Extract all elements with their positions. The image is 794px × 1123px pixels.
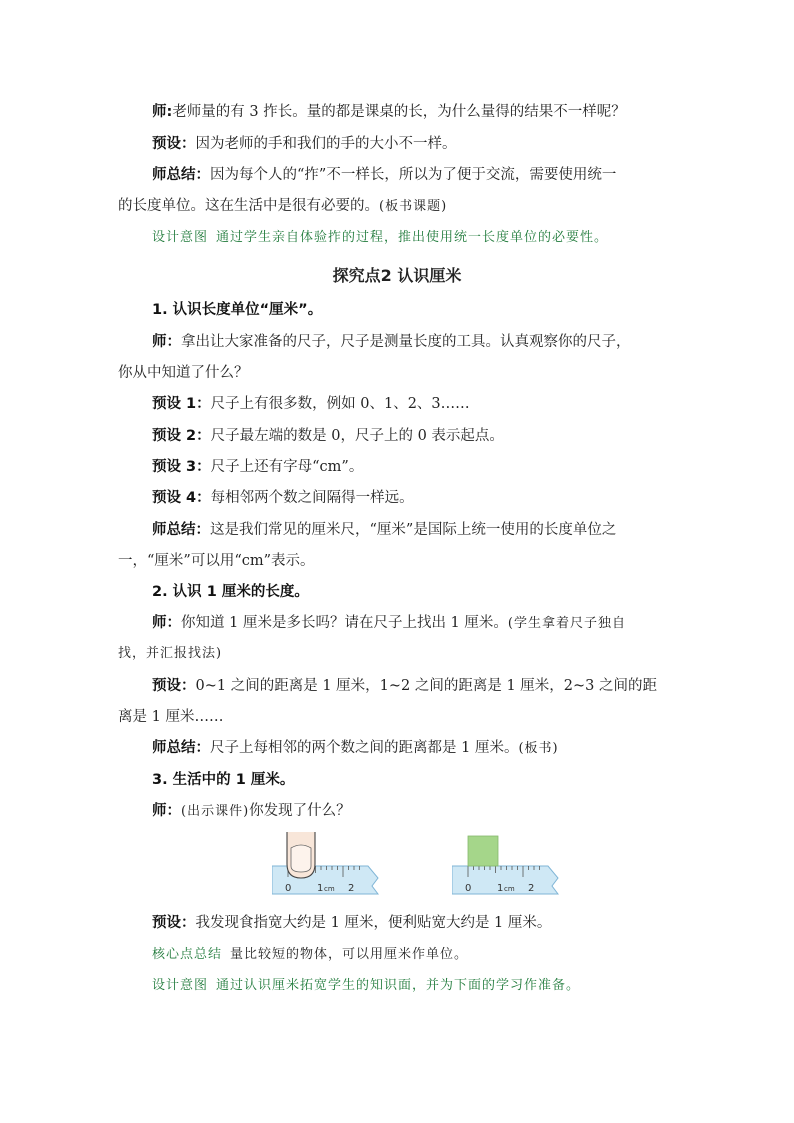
- speaker-label: 预设 1：: [152, 396, 211, 412]
- speaker-label: 师总结：: [152, 740, 210, 756]
- teacher-line-2-cont: 你从中知道了什么？: [118, 365, 249, 381]
- teacher-line-4: [152, 801, 712, 822]
- board-note: (板书课题): [379, 199, 448, 214]
- design-intent-1: [152, 228, 712, 248]
- teacher-line-3-cont: 找，并汇报找法): [118, 646, 223, 661]
- core-summary-text: 量比较短的物体，可以用厘米作单位。: [230, 947, 469, 962]
- paragraph-text: 因为每个人的“拃”不一样长，所以为了便于交流，需要使用统一: [210, 167, 617, 183]
- design-intent-text: 通过学生亲自体验拃的过程，推出使用统一长度单位的必要性。: [216, 230, 609, 245]
- courseware-note: (出示课件): [181, 804, 250, 819]
- preset-3: [152, 457, 712, 477]
- speaker-label: 预设 4：: [152, 490, 211, 506]
- design-intent-text: 通过认识厘米拓宽学生的知识面，并为下面的学习作准备。: [216, 978, 581, 993]
- activity-note: (学生拿着尺子独自: [507, 616, 626, 631]
- preset-4: [152, 488, 712, 508]
- board-note: (板书): [518, 741, 559, 756]
- finger-ruler-figure: [272, 832, 380, 900]
- summary-line-1: [152, 165, 712, 185]
- fingernail-icon: [291, 845, 311, 872]
- ruler-label-2: 2: [348, 883, 355, 894]
- ruler-label-1: 1: [497, 883, 504, 894]
- ruler-unit: cm: [324, 885, 335, 893]
- speaker-label: 师：: [152, 803, 181, 819]
- ruler-label-2: 2: [528, 883, 535, 894]
- section-heading: 探究点2 认识厘米: [332, 266, 462, 285]
- speaker-label: 预设 3：: [152, 459, 211, 475]
- core-summary: [152, 945, 712, 965]
- preset-line-2-cont: 离是 1 厘米……: [118, 709, 224, 725]
- paragraph-text: 每相邻两个数之间隔得一样远。: [210, 490, 414, 506]
- speaker-label: 师总结：: [152, 167, 210, 183]
- paragraph-text: 拿出让大家准备的尺子，尺子是测量长度的工具。认真观察你的尺子，: [181, 334, 631, 350]
- ruler-unit: cm: [504, 885, 515, 893]
- preset-line-1: [152, 134, 712, 154]
- teacher-line-3: [152, 613, 712, 634]
- subsection-1-title: 1. 认识长度单位“厘米”。: [152, 302, 323, 318]
- paragraph-text: 尺子最左端的数是 0，尺子上的 0 表示起点。: [210, 428, 504, 444]
- sticky-note-ruler-figure: [452, 832, 560, 900]
- summary-line-3: [152, 738, 712, 759]
- ruler-label-1: 1: [317, 883, 324, 894]
- paragraph-text: 的长度单位。这在生活中是很有必要的。: [118, 198, 379, 214]
- ruler-label-0: 0: [465, 883, 472, 894]
- design-intent-2: [152, 976, 712, 996]
- sticky-note-icon: [468, 836, 498, 866]
- speaker-label: 预设：: [152, 915, 196, 931]
- paragraph-text: 这是我们常见的厘米尺，“厘米”是国际上统一使用的长度单位之: [210, 522, 617, 538]
- subsection-2-title: 2. 认识 1 厘米的长度。: [152, 584, 309, 600]
- summary-line-2: [152, 520, 712, 540]
- paragraph-text: 你知道 1 厘米是多长吗？请在尺子上找出 1 厘米。: [181, 615, 508, 631]
- speaker-label: 师:: [152, 104, 173, 120]
- paragraph-text: 老师量的有 3 拃长。量的都是课桌的长，为什么量得的结果不一样呢？: [172, 104, 626, 120]
- ruler-label-0: 0: [285, 883, 292, 894]
- paragraph-text: 因为老师的手和我们的手的大小不一样。: [195, 136, 457, 152]
- speaker-label: 预设：: [152, 136, 196, 152]
- speaker-label: 预设：: [152, 678, 196, 694]
- speaker-label: 师总结：: [152, 522, 210, 538]
- speaker-label: 预设 2：: [152, 428, 211, 444]
- summary-line-2-cont: 一，“厘米”可以用“cm”表示。: [118, 553, 315, 569]
- teacher-line-1: [152, 102, 712, 122]
- design-intent-label: 设计意图: [152, 978, 209, 993]
- summary-line-1-cont: [118, 196, 678, 217]
- teacher-line-2: [152, 332, 712, 352]
- paragraph-text: 尺子上还有字母“cm”。: [210, 459, 364, 475]
- speaker-label: 师：: [152, 615, 181, 631]
- preset-line-3: [152, 913, 712, 933]
- paragraph-text: 我发现食指宽大约是 1 厘米，便利贴宽大约是 1 厘米。: [195, 915, 552, 931]
- preset-2: [152, 426, 712, 446]
- paragraph-text: 尺子上每相邻的两个数之间的距离都是 1 厘米。: [210, 740, 519, 756]
- paragraph-text: 尺子上有很多数，例如 0、1、2、3……: [210, 396, 470, 412]
- design-intent-label: 设计意图: [152, 230, 209, 245]
- preset-line-2: [152, 676, 712, 696]
- preset-1: [152, 394, 712, 414]
- core-summary-label: 核心点总结: [152, 947, 223, 962]
- speaker-label: 师：: [152, 334, 181, 350]
- paragraph-text: 0~1 之间的距离是 1 厘米，1~2 之间的距离是 1 厘米，2~3 之间的距: [195, 678, 658, 694]
- paragraph-text: 你发现了什么？: [249, 803, 351, 819]
- subsection-3-title: 3. 生活中的 1 厘米。: [152, 772, 295, 788]
